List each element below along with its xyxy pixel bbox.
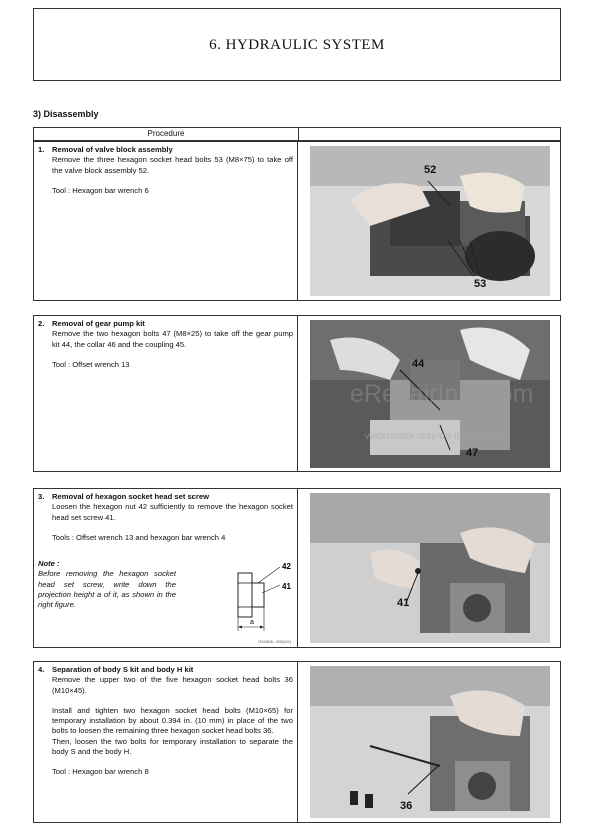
step-1-tool: Tool : Hexagon bar wrench 6 [52,185,149,195]
callout-52: 52 [424,164,437,176]
set-screw-figure [202,561,294,645]
watermark-sub: watermark only on this sample. [365,430,510,442]
step-2-text [34,316,298,471]
body-separation-photo [310,666,550,818]
procedure-column-header: Procedure [34,128,299,140]
step-4-heading: 4. Separation of body S kit and body H kit [38,665,194,674]
step-4-instruction-1: Remove the upper two of the five hexagon socket head bolts 36 (M10×45). [52,675,293,695]
step-3-heading: 3. Removal of hexagon socket head set screw [38,492,209,501]
figure-code: OX1508 - 002(XX) [258,639,291,644]
callout-36: 36 [400,800,413,812]
chapter-header-box [33,8,561,81]
callout-47: 47 [466,447,479,459]
figure-label-42: 42 [282,562,291,571]
step-4-instruction-2: Install and tighten two hexagon socket head bolts (M10×65) for temporary installation by about 0.394 in. (10 mm) in place of the two bolts to loosen the remaining three hexagon socket head bolts 36. [52,705,293,736]
step-3-instruction: Loosen the hexagon nut 42 sufficiently to remove the hexagon socket head set screw 41. [52,502,293,522]
step-1-text [34,142,298,300]
callout-41: 41 [397,597,410,609]
note-title: Note : [38,559,60,568]
chapter-title: 6. HYDRAULIC SYSTEM [209,37,385,53]
step-4-tool: Tool : Hexagon bar wrench 8 [52,767,149,777]
figure-label-41: 41 [282,582,291,591]
callout-44: 44 [412,358,425,370]
step-4-instruction-3: Then, loosen the two bolts for temporary installation to separate the body S and the body H. [52,736,293,757]
step-2-instruction: Remove the two hexagon bolts 47 (M8×25) to take off the gear pump kit 44, the collar 46 and the coupling 45. [52,329,293,349]
step-1-heading: 1. Removal of valve block assembly [38,145,173,154]
step-3-text [34,489,298,647]
figure-label-a: a [250,619,254,626]
step-4-text [34,662,298,822]
step-1-instruction: Remove the three hexagon socket head bolts 53 (M8×75) to take off the valve block assembly 52. [52,155,293,175]
callout-53: 53 [474,278,487,290]
step-4 [33,661,561,823]
step-3-tool: Tools : Offset wrench 13 and hexagon bar wrench 4 [52,532,226,542]
procedure-table-header [33,127,561,141]
step-2-tool: Tool : Offset wrench 13 [52,359,130,369]
step-3 [33,488,561,648]
step-2-heading: 2. Removal of gear pump kit [38,319,145,328]
step-3-note [38,559,176,610]
step-1 [33,141,561,301]
watermark-main: eRepairInfo.com [350,380,534,408]
section-title: 3) Disassembly [33,109,99,119]
note-text: Before removing the hexagon socket head set screw, write down the projection height a of it, as shown in the right figure. [38,569,176,610]
set-screw-photo [310,493,550,643]
